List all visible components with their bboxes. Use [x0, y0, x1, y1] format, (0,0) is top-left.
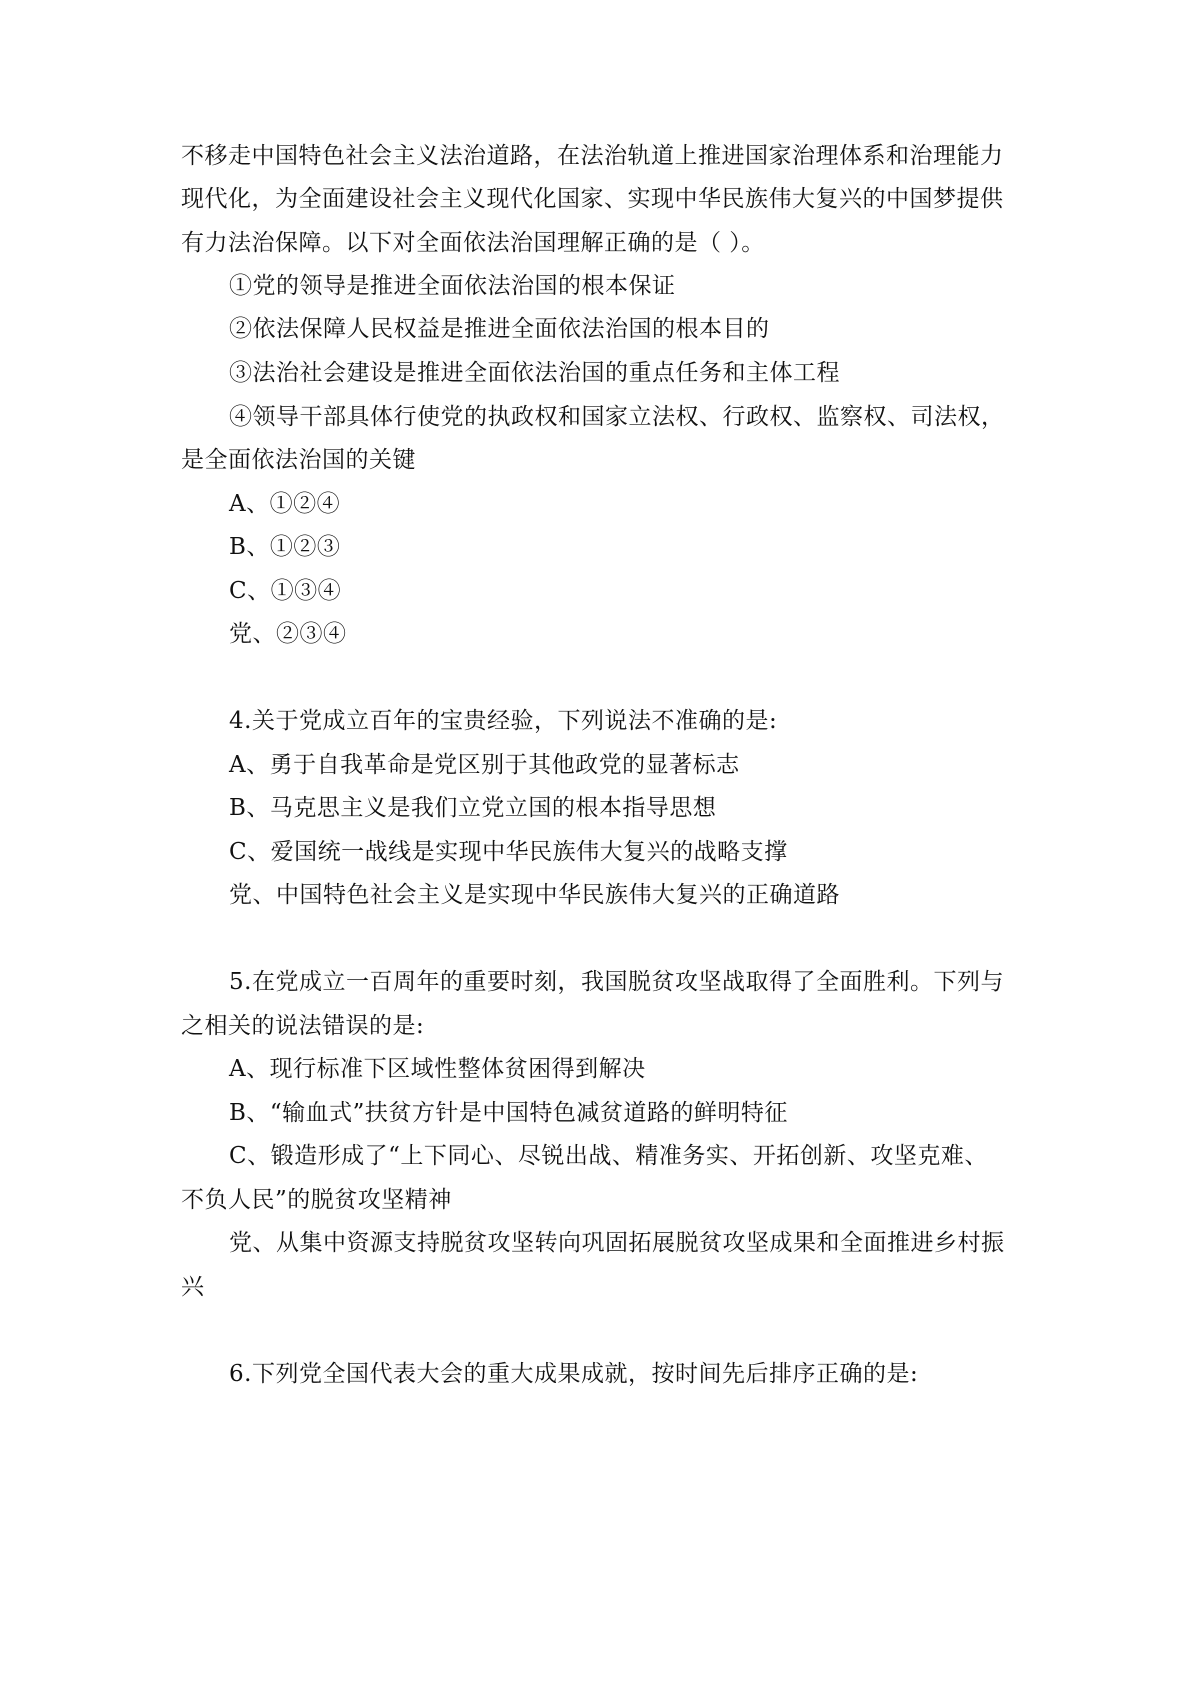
q4-option-c: C、爱国统一战线是实现中华民族伟大复兴的战略支撑	[229, 839, 788, 865]
q6-stem: 6.下列党全国代表大会的重大成果成就，按时间先后排序正确的是:	[229, 1361, 919, 1387]
q3-stem-line-2: 现代化，为全面建设社会主义现代化国家、实现中华民族伟大复兴的中国梦提供	[181, 186, 1004, 212]
q4-option-d: 党、中国特色社会主义是实现中华民族伟大复兴的正确道路	[229, 882, 840, 908]
q5-option-a: A、现行标准下区域性整体贫困得到解决	[229, 1056, 646, 1082]
q5-option-d-cont: 兴	[181, 1274, 205, 1300]
q4-option-b: B、马克思主义是我们立党立国的根本指导思想	[229, 795, 717, 821]
q5-stem-line-2: 之相关的说法错误的是:	[181, 1013, 425, 1039]
q3-statement-4: ④领导干部具体行使党的执政权和国家立法权、行政权、监察权、司法权，	[229, 404, 1005, 430]
q3-statement-3: ③法治社会建设是推进全面依法治国的重点任务和主体工程	[229, 360, 840, 386]
q4-option-a: A、勇于自我革命是党区别于其他政党的显著标志	[229, 752, 740, 778]
q5-option-d: 党、从集中资源支持脱贫攻坚转向巩固拓展脱贫攻坚成果和全面推进乡村振	[229, 1230, 1005, 1256]
q3-statement-4-cont: 是全面依法治国的关键	[181, 447, 416, 473]
q5-option-c: C、锻造形成了“上下同心、尽锐出战、精准务实、开拓创新、攻坚克难、	[229, 1143, 988, 1169]
q3-stem-line-3: 有力法治保障。以下对全面依法治国理解正确的是（ ）。	[181, 230, 765, 256]
q3-stem-line-1: 不移走中国特色社会主义法治道路，在法治轨道上推进国家治理体系和治理能力	[181, 143, 1004, 169]
q5-stem-line-1: 5.在党成立一百周年的重要时刻，我国脱贫攻坚战取得了全面胜利。下列与	[229, 969, 1004, 995]
q5-option-c-cont: 不负人民”的脱贫攻坚精神	[181, 1187, 452, 1213]
q3-option-d: 党、②③④	[229, 621, 347, 647]
q3-option-a: A、①②④	[229, 491, 341, 517]
q4-stem: 4.关于党成立百年的宝贵经验，下列说法不准确的是:	[229, 708, 778, 734]
q3-option-b: B、①②③	[229, 534, 341, 560]
q5-option-b: B、“输血式”扶贫方针是中国特色减贫道路的鲜明特征	[229, 1100, 788, 1126]
q3-statement-2: ②依法保障人民权益是推进全面依法治国的根本目的	[229, 316, 770, 342]
q3-statement-1: ①党的领导是推进全面依法治国的根本保证	[229, 273, 676, 299]
q3-option-c: C、①③④	[229, 578, 342, 604]
